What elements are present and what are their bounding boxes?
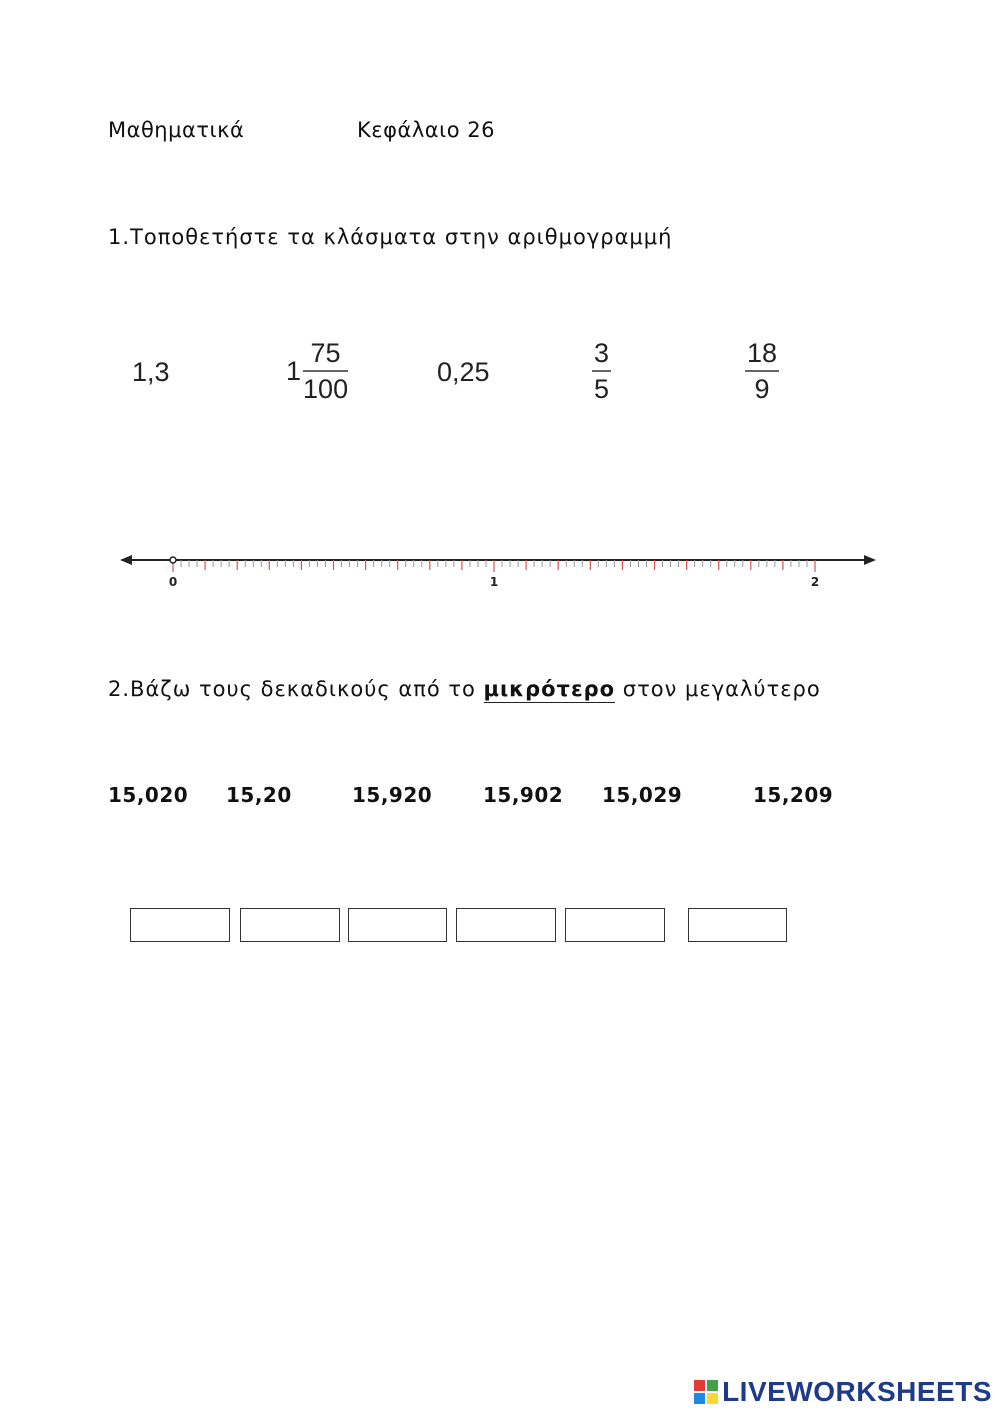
answer-box-5[interactable] — [565, 908, 665, 942]
decimal-number[interactable]: 15,020 — [108, 783, 189, 807]
mixed-fraction — [303, 340, 348, 403]
answer-box-3[interactable] — [348, 908, 447, 942]
question-1-instruction: 1.Τοποθετήστε τα κλάσματα στην αριθμογραμμή — [108, 225, 673, 249]
chapter-title: Κεφάλαιο 26 — [357, 118, 495, 142]
fraction-3-5[interactable] — [592, 340, 611, 403]
fraction-18-9-denominator: 9 — [754, 374, 770, 404]
decimal-0-25[interactable]: 0,25 — [437, 357, 490, 387]
number-line[interactable] — [110, 540, 890, 600]
mixed-denominator: 100 — [303, 374, 349, 404]
decimal-1-3[interactable]: 1,3 — [132, 357, 170, 387]
fraction-18-9-numerator: 18 — [747, 338, 778, 368]
decimal-number[interactable]: 15,20 — [226, 783, 292, 807]
zero-point — [170, 557, 176, 563]
subject-title: Μαθηματικά — [108, 118, 245, 142]
mixed-numerator: 75 — [310, 338, 341, 368]
answer-box-6[interactable] — [688, 908, 787, 942]
decimal-number[interactable]: 15,209 — [753, 783, 834, 807]
tick-label: 0 — [168, 575, 178, 589]
left-arrow-icon — [120, 555, 132, 565]
fraction-3-5-numerator: 3 — [594, 338, 610, 368]
tick-label: 1 — [489, 575, 499, 589]
fraction-18-9[interactable] — [745, 340, 779, 403]
liveworksheets-logo — [694, 1376, 992, 1408]
answer-box-1[interactable] — [130, 908, 230, 942]
question-2-emphasis: μικρότερο — [483, 677, 616, 701]
answer-box-2[interactable] — [240, 908, 340, 942]
question-2-text-start: 2.Βάζω τους δεκαδικούς από το — [108, 677, 484, 701]
liveworksheets-logo-text: LIVEWORKSHEETS — [722, 1376, 992, 1407]
liveworksheets-logo-icon — [694, 1380, 718, 1404]
decimal-number[interactable]: 15,902 — [483, 783, 564, 807]
fraction-3-5-denominator: 5 — [594, 374, 610, 404]
question-2-text-end: στον μεγαλύτερο — [615, 677, 821, 701]
decimal-number[interactable]: 15,029 — [602, 783, 683, 807]
question-2-instruction — [108, 677, 821, 701]
decimal-number[interactable]: 15,920 — [352, 783, 433, 807]
mixed-number[interactable] — [286, 340, 348, 403]
answer-box-4[interactable] — [456, 908, 556, 942]
right-arrow-icon — [864, 555, 876, 565]
tick-label: 2 — [810, 575, 820, 589]
mixed-whole: 1 — [286, 356, 302, 386]
